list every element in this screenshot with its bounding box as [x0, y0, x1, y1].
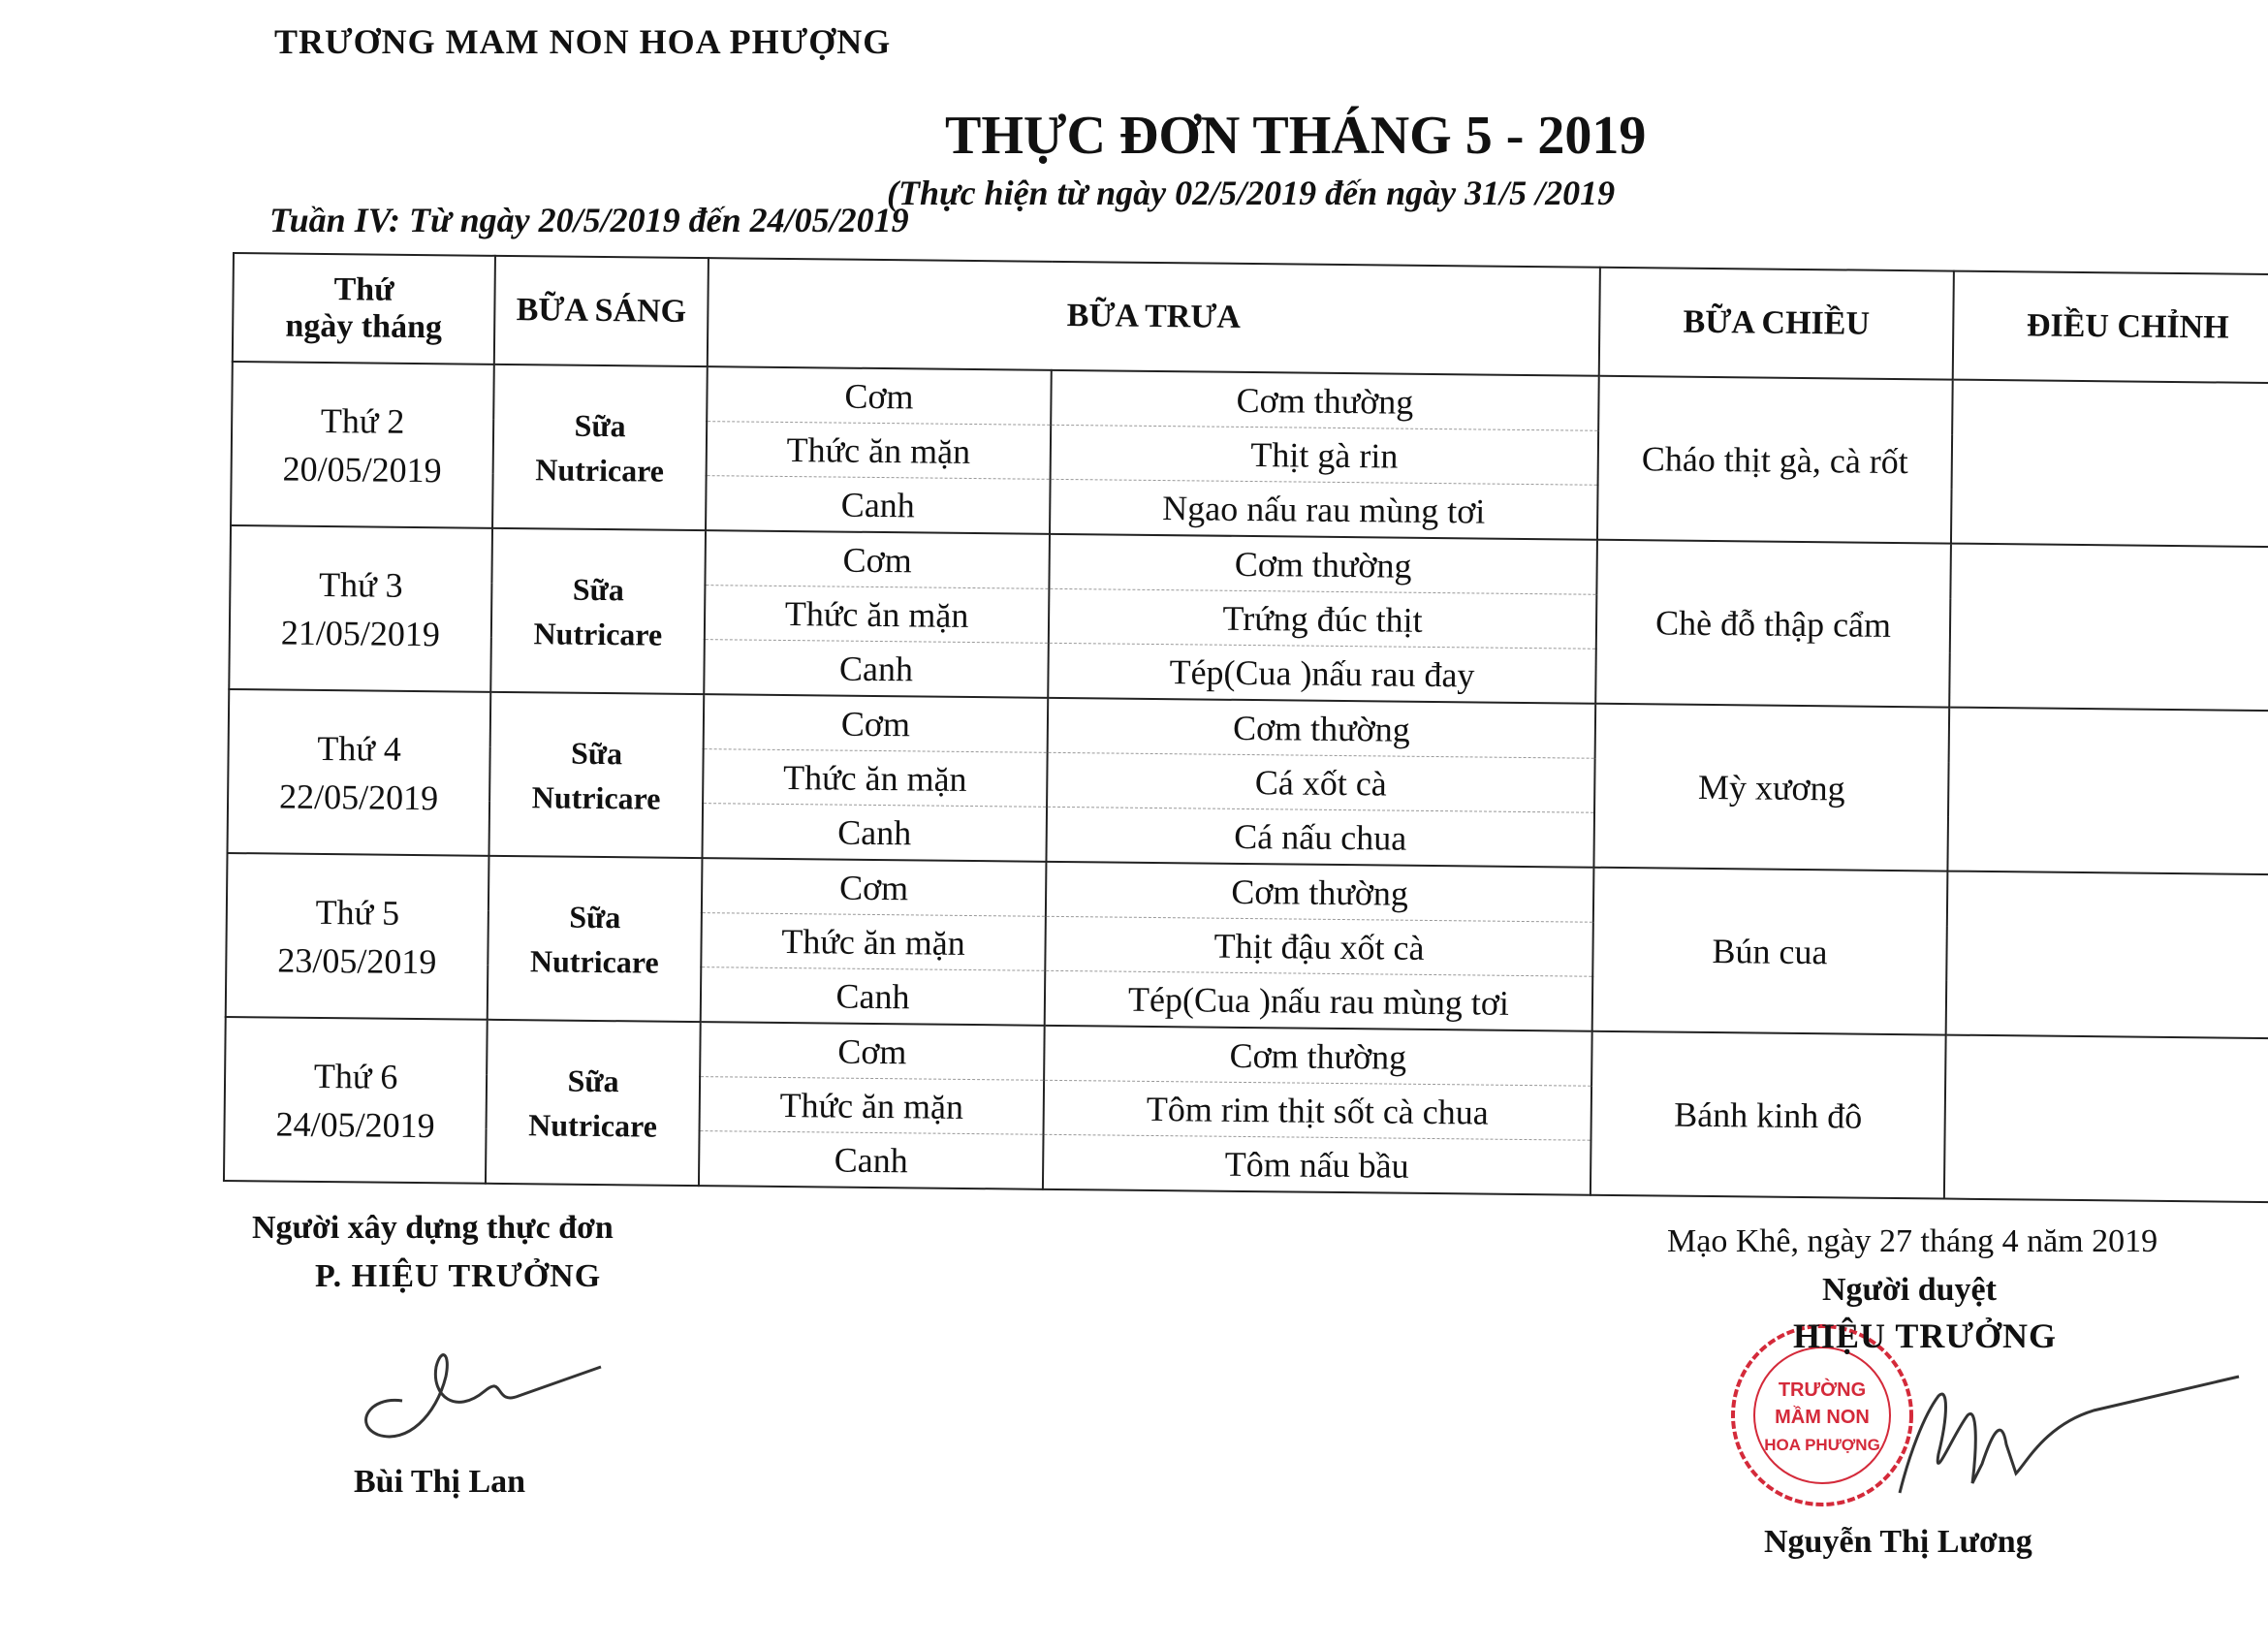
lunch-label: Cơm — [705, 530, 1050, 588]
date: 22/05/2019 — [278, 776, 439, 817]
lunch-label: Thức ăn mặn — [705, 586, 1050, 644]
builder-role: Người xây dựng thực đơn — [252, 1210, 614, 1246]
lunch-item: Ngao nấu rau mùng tơi — [1050, 479, 1598, 539]
header-day: Thứ ngày tháng — [233, 253, 495, 364]
adjust-cell — [1947, 708, 2268, 875]
breakfast-cell: Sữa Nutricare — [490, 528, 706, 694]
header-afternoon: BỮA CHIỀU — [1599, 268, 1954, 380]
date: 23/05/2019 — [277, 940, 437, 981]
lunch-item: Tôm nấu bầu — [1043, 1134, 1591, 1194]
date: 24/05/2019 — [275, 1104, 435, 1145]
lunch-label: Cơm — [707, 366, 1052, 425]
page-title: THỰC ĐƠN THÁNG 5 - 2019 — [945, 106, 1647, 166]
lunch-label: Thức ăn mặn — [700, 1077, 1045, 1135]
approver-title: HIỆU TRƯỞNG — [1793, 1316, 2058, 1355]
lunch-label: Canh — [706, 476, 1051, 534]
day-cell — [226, 853, 489, 1020]
menu-table — [223, 252, 2268, 1203]
approver-name: Nguyễn Thị Lương — [1764, 1524, 2032, 1560]
lunch-label: Cơm — [700, 1022, 1045, 1080]
school-name: TRƯƠNG MAM NON HOA PHƯỢNG — [274, 22, 892, 61]
lunch-label: Canh — [704, 640, 1049, 698]
afternoon-cell: Mỳ xương — [1593, 704, 1949, 872]
place-date: Mạo Khê, ngày 27 tháng 4 năm 2019 — [1667, 1223, 2158, 1259]
lunch-label: Canh — [701, 967, 1046, 1026]
weekday: Thứ 5 — [315, 892, 400, 933]
adjust-cell — [1951, 380, 2268, 548]
approver-role: Người duyệt — [1822, 1272, 1997, 1308]
lunch-item: Thịt đậu xốt cà — [1045, 916, 1593, 976]
lunch-label: Cơm — [702, 858, 1047, 916]
lunch-item: Trứng đúc thịt — [1049, 588, 1597, 649]
svg-text:MẦM NON: MẦM NON — [1775, 1407, 1870, 1428]
lunch-item: Tép(Cua )nấu rau đay — [1048, 643, 1596, 703]
lunch-label: Thức ăn mặn — [703, 749, 1048, 808]
lunch-item: Cơm thường — [1046, 862, 1594, 922]
week-range: Tuần IV: Từ ngày 20/5/2019 đến 24/05/2019 — [269, 201, 909, 239]
lunch-item: Cá xốt cà — [1047, 752, 1595, 812]
date: 21/05/2019 — [280, 613, 441, 653]
afternoon-cell: Chè đỗ thập cẩm — [1595, 540, 1951, 708]
lunch-item: Tôm rim thịt sốt cà chua — [1044, 1080, 1592, 1140]
afternoon-cell: Bánh kinh đô — [1591, 1031, 1946, 1199]
lunch-item: Cơm thường — [1051, 370, 1599, 430]
day-cell — [229, 525, 492, 692]
lunch-item: Cơm thường — [1049, 534, 1597, 594]
weekday: Thứ 6 — [313, 1056, 398, 1096]
date: 20/05/2019 — [282, 449, 442, 490]
weekday: Thứ 4 — [317, 728, 402, 769]
approver-signature — [1880, 1357, 2249, 1522]
breakfast-cell: Sữa Nutricare — [486, 1020, 701, 1186]
day-cell — [231, 362, 494, 528]
header-lunch: BỮA TRƯA — [708, 258, 1600, 376]
lunch-label: Cơm — [704, 694, 1049, 752]
builder-signature — [349, 1309, 640, 1454]
adjust-cell — [1946, 872, 2268, 1039]
breakfast-cell: Sữa Nutricare — [488, 856, 703, 1022]
lunch-item: Thịt gà rin — [1051, 425, 1599, 485]
adjust-cell — [1944, 1035, 2268, 1203]
day-cell — [224, 1017, 488, 1184]
period-note: (Thực hiện từ ngày 02/5/2019 đến ngày 31/5 /2019 — [887, 174, 1616, 212]
afternoon-cell: Bún cua — [1592, 868, 1948, 1035]
lunch-label: Canh — [702, 804, 1047, 862]
lunch-label: Thức ăn mặn — [701, 913, 1046, 971]
lunch-item: Cá nấu chua — [1046, 807, 1594, 867]
weekday: Thứ 3 — [318, 564, 403, 605]
afternoon-cell: Cháo thịt gà, cà rốt — [1597, 376, 1953, 544]
lunch-item: Cơm thường — [1044, 1026, 1592, 1086]
breakfast-cell: Sữa Nutricare — [492, 364, 708, 530]
adjust-cell — [1949, 544, 2268, 712]
lunch-item: Cơm thường — [1048, 698, 1596, 758]
builder-title: P. HIỆU TRƯỞNG — [315, 1258, 602, 1294]
builder-name: Bùi Thị Lan — [354, 1464, 526, 1500]
lunch-item: Tép(Cua )nấu rau mùng tơi — [1045, 970, 1593, 1030]
day-cell — [228, 689, 491, 856]
svg-text:HOA PHƯỢNG: HOA PHƯỢNG — [1764, 1436, 1880, 1454]
svg-text:TRƯỜNG: TRƯỜNG — [1778, 1379, 1867, 1401]
lunch-label: Thức ăn mặn — [707, 422, 1052, 480]
weekday: Thứ 2 — [320, 400, 405, 441]
header-adjust: ĐIỀU CHỈNH — [1953, 271, 2268, 384]
breakfast-cell: Sữa Nutricare — [488, 692, 704, 858]
table-header-row — [233, 253, 2268, 383]
lunch-label: Canh — [699, 1131, 1044, 1189]
header-breakfast: BỮA SÁNG — [494, 256, 709, 366]
